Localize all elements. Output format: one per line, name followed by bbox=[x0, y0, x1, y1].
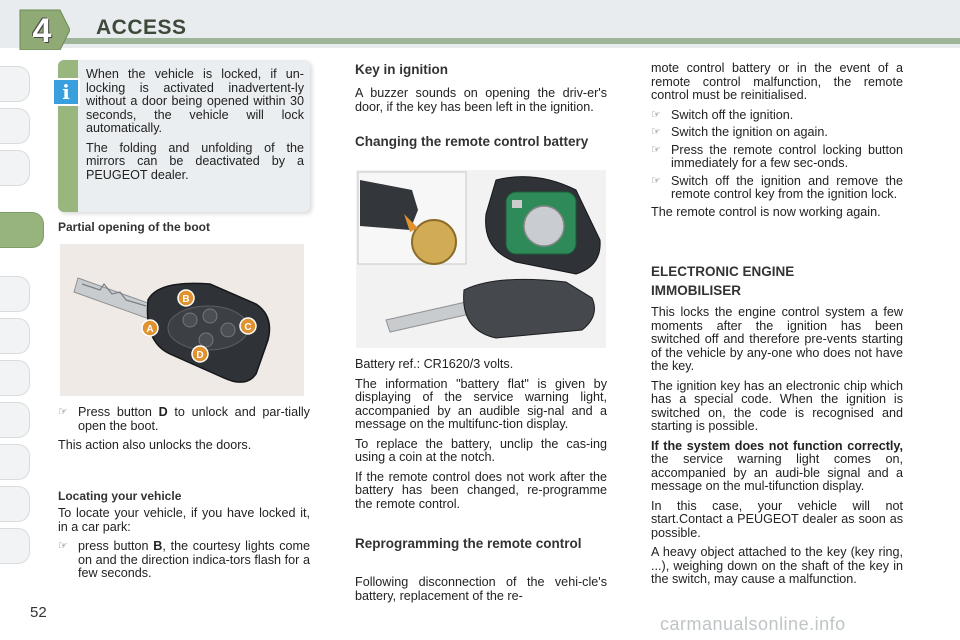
reprogramming-heading: Reprogramming the remote control bbox=[355, 536, 582, 551]
bullet-icon: ☞ bbox=[651, 126, 661, 138]
chapter-tab-2[interactable] bbox=[0, 108, 30, 144]
battery-replacement-image bbox=[356, 170, 606, 348]
key-ignition-heading: Key in ignition bbox=[355, 62, 448, 77]
button-b-label: B bbox=[182, 294, 190, 305]
immobiliser-heading: ELECTRONIC ENGINE IMMOBILISER bbox=[651, 264, 795, 298]
battery-paragraph-3: If the remote control does not work after the battery has been changed, re-programme the remote control. bbox=[355, 469, 607, 511]
bullet-icon: ☞ bbox=[58, 406, 68, 418]
working-text: The remote control is now working again. bbox=[651, 204, 881, 219]
reinit-section bbox=[651, 62, 903, 225]
coin bbox=[412, 220, 456, 264]
chapter-tab-3[interactable] bbox=[0, 150, 30, 186]
locate-heading: Locating your vehicle bbox=[58, 489, 182, 503]
chapter-tab-8[interactable] bbox=[0, 402, 30, 438]
immob-paragraph-4: In this case, your vehicle will not start.Contact a PEUGEOT dealer as soon as possible. bbox=[651, 498, 903, 540]
info-icon: i bbox=[52, 78, 80, 106]
key-buttons-image bbox=[60, 244, 304, 396]
page-title: ACCESS bbox=[96, 16, 187, 39]
step-item: ☞ Switch the ignition on again. bbox=[651, 125, 828, 139]
chapter-tab-7[interactable] bbox=[0, 360, 30, 396]
bullet-icon: ☞ bbox=[651, 108, 661, 121]
step-item: ☞ Switch off the ignition and remove the remote control key from the ignition lock. bbox=[651, 173, 903, 201]
watermark: carmanualsonline.info bbox=[660, 614, 846, 634]
boot-note: This action also unlocks the doors. bbox=[58, 438, 252, 452]
immob-paragraph-1: This locks the engine control system a few moments after the ignition has been switched off and therefore pre-vents starting of the vehicle by any-one who does not have the key. bbox=[651, 305, 903, 373]
locate-text: To locate your vehicle, if you have locked it, in a car park: bbox=[58, 506, 310, 534]
locate-bullet: ☞ press button B, the courtesy lights come on and the direction indica-tors flash for a few seconds. bbox=[58, 539, 311, 580]
chapter-tab-4-active[interactable] bbox=[0, 212, 44, 248]
bullet-icon: ☞ bbox=[651, 143, 661, 156]
battery-heading: Changing the remote control battery bbox=[355, 134, 589, 149]
chapter-tab-6[interactable] bbox=[0, 318, 30, 354]
bullet-icon: ☞ bbox=[58, 540, 68, 552]
key-ignition-text: A buzzer sounds on opening the driv-er's door, if the key has been left in the ignition. bbox=[355, 86, 607, 114]
chapter-tab-5[interactable] bbox=[0, 276, 30, 312]
reprogramming-text: Following disconnection of the vehi-cle's battery, replacement of the re- bbox=[355, 575, 607, 603]
page-number: 52 bbox=[30, 604, 47, 621]
chapter-tab-10[interactable] bbox=[0, 486, 30, 522]
boot-instructions bbox=[58, 406, 310, 459]
battery-paragraph-2: To replace the battery, unclip the cas-ing using a coin at the notch. bbox=[355, 436, 607, 464]
chapter-number: 4 bbox=[32, 12, 52, 50]
battery-ref: Battery ref.: CR1620/3 volts. bbox=[355, 357, 514, 371]
bullet-icon: ☞ bbox=[651, 174, 661, 187]
header-underline bbox=[60, 38, 960, 44]
chapter-tab-9[interactable] bbox=[0, 444, 30, 480]
immob-paragraph-5: A heavy object attached to the key (key ring, ...), weighing down on the shaft of the key in the switch, may cause a malfunction. bbox=[651, 545, 903, 586]
immob-paragraph-2: The ignition key has an electronic chip which has a special code. When the ignition is switched on, the code is recognised and starting is possible. bbox=[651, 378, 903, 433]
step-item: ☞ Switch off the ignition. bbox=[651, 107, 794, 122]
info-box-text bbox=[86, 68, 304, 188]
battery-cell bbox=[524, 206, 564, 246]
button-d-label: D bbox=[196, 350, 204, 361]
remote-casing-bottom bbox=[464, 279, 595, 338]
battery-text bbox=[355, 358, 607, 517]
chapter-tab-11[interactable] bbox=[0, 528, 30, 564]
chapter-tab-1[interactable] bbox=[0, 66, 30, 102]
button-a-label: A bbox=[146, 324, 154, 335]
battery-paragraph-1: The information "battery flat" is given by displaying of the service warning light, accompanied by an audible sig-nal and a message on the multifunc-tion display. bbox=[355, 376, 607, 431]
info-paragraph-1: When the vehicle is locked, if un-locking is activated inadvertent-ly without a door being opened within 30 seconds, the vehicle will lock automatically. bbox=[86, 67, 304, 135]
immobiliser-text bbox=[651, 306, 903, 593]
boot-heading: Partial opening of the boot bbox=[58, 220, 210, 234]
chapter-tabs bbox=[0, 66, 30, 586]
step-item: ☞ Press the remote control locking button immediately for a few sec-onds. bbox=[651, 142, 903, 170]
button-c-label: C bbox=[244, 322, 252, 333]
locate-instructions bbox=[58, 507, 310, 581]
info-paragraph-2: The folding and unfolding of the mirrors can be deactivated by a PEUGEOT dealer. bbox=[86, 140, 304, 182]
reinit-text: mote control battery or in the event of a remote control malfunction, the remote control must be reinitialised. bbox=[651, 61, 903, 102]
immob-paragraph-3: If the system does not function correctly, the service warning light comes on, accompanied by an audi-ble signal and a message on the mul-tifunction display. bbox=[651, 438, 903, 493]
boot-bullet: ☞ Press button D to unlock and par-tially open the boot. bbox=[58, 405, 310, 433]
